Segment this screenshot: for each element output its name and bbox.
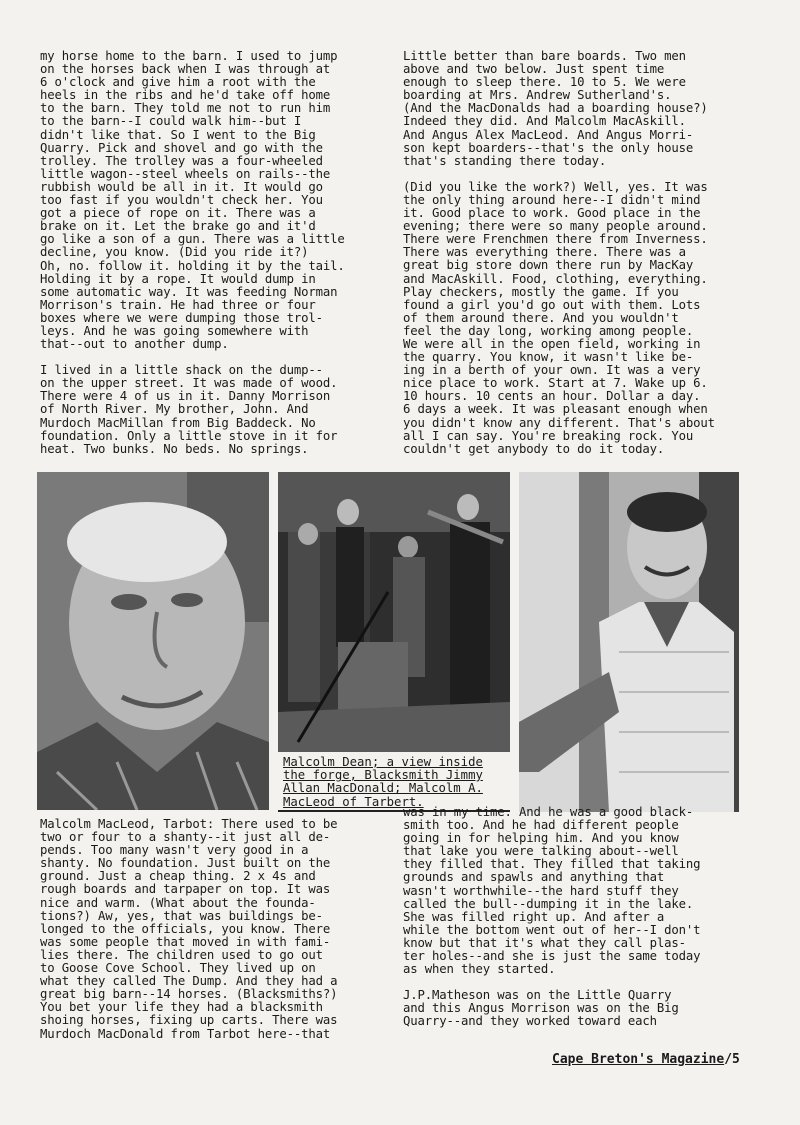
text-line: my horse home to the barn. I used to jump	[40, 49, 338, 63]
text-line: boxes where we were dumping those trol-	[40, 310, 323, 325]
text-line: 6 o'clock and give him a root with the	[40, 75, 316, 90]
text-line: the only thing around here--I didn't mind	[403, 192, 701, 207]
text-line	[403, 168, 763, 181]
text-line: too fast if you wouldn't check her. You	[40, 193, 323, 208]
text-line: above and two below. Just spent time	[403, 62, 665, 77]
text-line: two or four to a shanty--it just all de-	[40, 830, 331, 845]
text-line: they filled that. They filled that taking	[403, 857, 701, 872]
text-line: great big barn--14 horses. (Blacksmiths?)	[40, 987, 338, 1002]
page-number: /5	[724, 1052, 740, 1067]
text-line: and MacAskill. Food, clothing, everything.	[403, 271, 708, 286]
text-line: got a piece of rope on it. There was a	[40, 206, 316, 221]
text-line: while the bottom went out of her--I don't	[403, 922, 701, 937]
text-line: 6 days a week. It was pleasant enough when	[403, 402, 708, 417]
text-column-top-left	[40, 50, 385, 456]
photo-forge-interior	[278, 472, 510, 752]
text-line: Indeed they did. And Malcolm MacAskill.	[403, 114, 686, 129]
text-line: There were 4 of us in it. Danny Morrison	[40, 389, 331, 404]
text-line: wasn't worthwhile--the hard stuff they	[403, 883, 679, 898]
text-line: going in for helping him. And you know	[403, 831, 679, 846]
caption-line: the forge, Blacksmith Jimmy	[283, 768, 483, 783]
text-line: know but that it's what they call plas-	[403, 935, 686, 950]
text-line: rough boards and tarpaper on top. It was	[40, 882, 331, 897]
text-line: evening; there were so many people around.	[403, 219, 708, 234]
text-line: on the horses back when I was through at	[40, 62, 331, 77]
photo-malcolm-a-macleod	[519, 472, 739, 812]
text-line: nice place to work. Start at 7. Wake up 6.	[403, 376, 708, 391]
text-line: of them around there. And you wouldn't	[403, 310, 679, 325]
text-line: (And the MacDonalds had a boarding house?)	[403, 101, 708, 116]
text-line: that's standing there today.	[403, 153, 607, 168]
text-line: I lived in a little shack on the dump--	[40, 363, 323, 378]
text-line: as when they started.	[403, 962, 556, 977]
text-line: called the bull--dumping it in the lake.	[403, 896, 694, 911]
text-line: couldn't get anybody to do it today.	[403, 441, 665, 456]
magazine-name: Cape Breton's Magazine	[552, 1052, 725, 1067]
text-line: Quarry--and they worked toward each	[403, 1014, 657, 1029]
text-line: ing in a berth of your own. It was a very	[403, 363, 701, 378]
text-line: Holding it by a rope. It would dump in	[40, 271, 316, 286]
text-line: heels in the ribs and he'd take off home	[40, 88, 331, 103]
text-line: Murdoch MacMillan from Big Baddeck. No	[40, 415, 316, 430]
text-line: great big store down there run by MacKay	[403, 258, 694, 273]
text-line: foundation. Only a little stove in it for	[40, 428, 338, 443]
text-line: the quarry. You know, it wasn't like be-	[403, 350, 694, 365]
text-line: on the upper street. It was made of wood.	[40, 376, 338, 391]
text-line: feel the day long, working among people.	[403, 323, 694, 338]
text-line: go like a son of a gun. There was a little	[40, 232, 345, 247]
text-line: to the barn. They told me not to run him	[40, 101, 331, 116]
text-line: 10 hours. 10 cents an hour. Dollar a day.	[403, 389, 701, 404]
text-line: shanty. No foundation. Just built on the	[40, 856, 331, 871]
text-line: longed to the officials, you know. There	[40, 921, 331, 936]
text-line: lies there. The children used to go out	[40, 947, 323, 962]
caption-line: Malcolm Dean; a view inside	[283, 755, 483, 769]
text-line: She was filled right up. And after a	[403, 909, 665, 924]
text-line: pends. Too many wasn't very good in a	[40, 843, 309, 858]
text-line: Oh, no. follow it. holding it by the tail.	[40, 258, 345, 273]
text-line: didn't like that. So I went to the Big	[40, 127, 316, 142]
text-line: was some people that moved in with fami-	[40, 934, 331, 949]
page-footer	[552, 1052, 740, 1067]
text-line: to Goose Cove School. They lived up on	[40, 961, 316, 976]
text-line: Murdoch MacDonald from Tarbot here--that	[40, 1026, 331, 1041]
caption-line: MacLeod of Tarbert.	[283, 794, 424, 809]
text-line: some automatic way. It was feeding Norman	[40, 284, 338, 299]
text-line: Play checkers, mostly the game. If you	[403, 284, 679, 299]
text-line: And Angus Alex MacLeod. And Angus Morri-	[403, 127, 694, 142]
text-line: shoing horses, fixing up carts. There was	[40, 1013, 338, 1028]
text-line: You bet your life they had a blacksmith	[40, 1000, 323, 1015]
text-line: rubbish would be all in it. It would go	[40, 179, 323, 194]
text-line: boarding at Mrs. Andrew Sutherland's.	[403, 88, 672, 103]
text-line: to the barn--I could walk him--but I	[40, 114, 302, 129]
text-line: was in my time. And he was a good black-	[403, 805, 694, 819]
text-line: There was everything there. There was a	[403, 245, 686, 260]
text-line: J.P.Matheson was on the Little Quarry	[403, 988, 672, 1003]
text-column-bottom-left	[40, 818, 385, 1041]
text-line: Morrison's train. He had three or four	[40, 297, 316, 312]
caption-line: Allan MacDonald; Malcolm A.	[283, 781, 483, 796]
text-column-bottom-right	[403, 806, 763, 1029]
text-line: that lake you were talking about--well	[403, 844, 679, 859]
text-line: Malcolm MacLeod, Tarbot: There used to be	[40, 817, 338, 831]
text-line: that--out to another dump.	[40, 337, 229, 352]
text-line: leys. And he was going somewhere with	[40, 323, 309, 338]
text-line: all I can say. You're breaking rock. You	[403, 428, 694, 443]
text-line: nice and warm. (What about the founda-	[40, 895, 316, 910]
text-line: and this Angus Morrison was on the Big	[403, 1001, 679, 1016]
text-line: heat. Two bunks. No beds. No springs.	[40, 441, 309, 456]
text-line: ground. Just a cheap thing. 2 x 4s and	[40, 869, 316, 884]
text-line: enough to sleep there. 10 to 5. We were	[403, 75, 686, 90]
text-line: it. Good place to work. Good place in the	[403, 206, 701, 221]
text-line: There were Frenchmen there from Inverness.	[403, 232, 708, 247]
photo-caption	[283, 756, 508, 809]
text-line: trolley. The trolley was a four-wheeled	[40, 153, 323, 168]
text-line: Quarry. Pick and shovel and go with the	[40, 140, 323, 155]
text-line: you didn't know any different. That's about	[403, 415, 715, 430]
text-line: (Did you like the work?) Well, yes. It was	[403, 179, 708, 194]
text-line: found a girl you'd go out with them. Lots	[403, 297, 701, 312]
text-line: brake on it. Let the brake go and it'd	[40, 219, 316, 234]
text-line: Little better than bare boards. Two men	[403, 49, 686, 63]
text-line: decline, you know. (Did you ride it?)	[40, 245, 309, 260]
text-line: grounds and spawls and anything that	[403, 870, 665, 885]
text-line: ter holes--and she is just the same today	[403, 949, 701, 964]
text-line: little wagon--steel wheels on rails--the	[40, 166, 331, 181]
text-line: tions?) Aw, yes, that was buildings be-	[40, 908, 323, 923]
text-column-top-right	[403, 50, 763, 456]
text-line: We were all in the open field, working in	[403, 336, 701, 351]
photo-malcolm-dean	[37, 472, 269, 810]
text-line: what they called The Dump. And they had a	[40, 974, 338, 989]
text-line: son kept boarders--that's the only house	[403, 140, 694, 155]
text-line: of North River. My brother, John. And	[40, 402, 309, 417]
text-line: smith too. And he had different people	[403, 818, 679, 833]
